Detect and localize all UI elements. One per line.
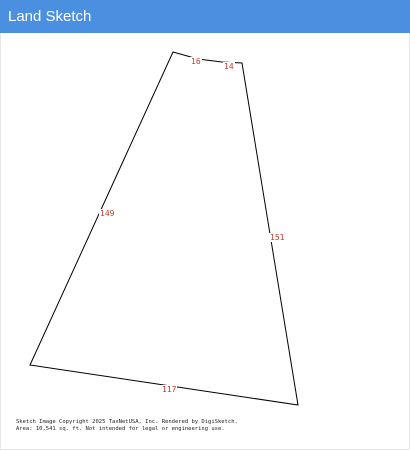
copyright-line: Sketch Image Copyright 2025 TaxNetUSA, Inc. Rendered by DigiSketch. (16, 419, 238, 425)
copyright-footer (16, 419, 238, 433)
page-title: Land Sketch (8, 8, 92, 25)
dimension-label-right: 151 (270, 233, 285, 242)
area-disclaimer-line: Area: 10,541 sq. ft. Not intended for legal or engineering use. (16, 426, 225, 432)
dimension-label-top-right: 14 (224, 62, 234, 71)
sketch-canvas (0, 33, 410, 450)
app-header (0, 0, 410, 33)
parcel-polygon (30, 52, 298, 405)
parcel-outline (1, 33, 410, 450)
dimension-label-left: 149 (100, 209, 115, 218)
dimension-label-bottom: 117 (162, 385, 177, 394)
dimension-label-top-left: 16 (191, 57, 201, 66)
